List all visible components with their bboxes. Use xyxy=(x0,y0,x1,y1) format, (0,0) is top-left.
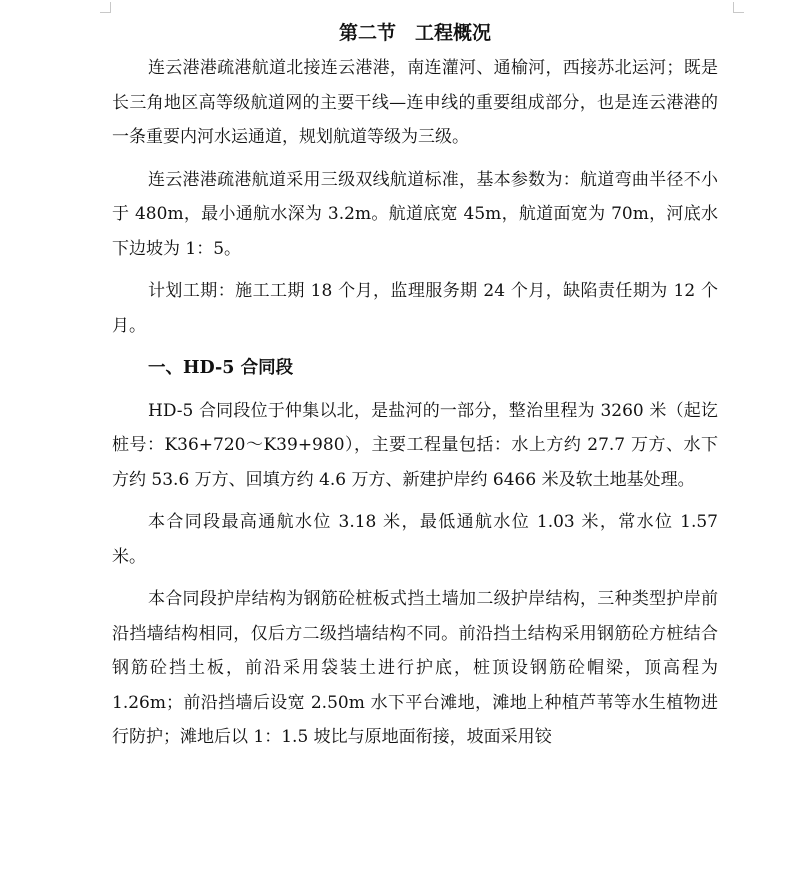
paragraph-location: 连云港港疏港航道北接连云港港，南连灌河、通榆河，西接苏北运河；既是长三角地区高等级航道网的主要干线—连申线的重要组成部分，也是连云港港的一条重要内河水运通道，规划航道等级为三级。 xyxy=(112,58,718,147)
paragraph-channel-standard: 连云港港疏港航道采用三级双线航道标准，基本参数为：航道弯曲半径不小于 480m，最小通航水深为 3.2m。航道底宽 45m，航道面宽为 70m，河底水下边坡为 1：5。 xyxy=(112,169,718,259)
document-page xyxy=(112,15,718,755)
paragraph-schedule: 计划工期：施工工期 18 个月，监理服务期 24 个月，缺陷责任期为 12 个月。 xyxy=(112,281,718,336)
paragraph-water-levels: 本合同段最高通航水位 3.18 米，最低通航水位 1.03 米，常水位 1.57 米。 xyxy=(112,512,718,567)
page-corner-mark-left xyxy=(100,2,111,13)
subsection-title: 一、HD-5 合同段 xyxy=(148,358,294,378)
page-corner-mark-right xyxy=(733,2,744,13)
section-title: 第二节 工程概况 xyxy=(338,22,491,44)
paragraph-revetment-structure: 本合同段护岸结构为钢筋砼桩板式挡土墙加二级护岸结构，三种类型护岸前沿挡墙结构相同，仅后方二级挡墙结构不同。前沿挡土结构采用钢筋砼方桩结合钢筋砼挡土板，前沿采用袋装土进行护底，桩顶设钢筋砼帽梁，顶高程为 1.26m；前沿挡墙后设宽 2.50m 水下平台滩地，滩地上种植芦苇等水生植物进行防护；滩地后以 1：1.5 坡比与原地面衔接，坡面采用铰 xyxy=(112,589,718,747)
paragraph-hd5-scope: HD-5 合同段位于仲集以北，是盐河的一部分，整治里程为 3260 米（起讫桩号：K36+720～K39+980），主要工程量包括：水上方约 27.7 万方、水下方约 53.6 万方、回填方约 4.6 万方、新建护岸约 6466 米及软土地基处理。 xyxy=(112,400,718,490)
